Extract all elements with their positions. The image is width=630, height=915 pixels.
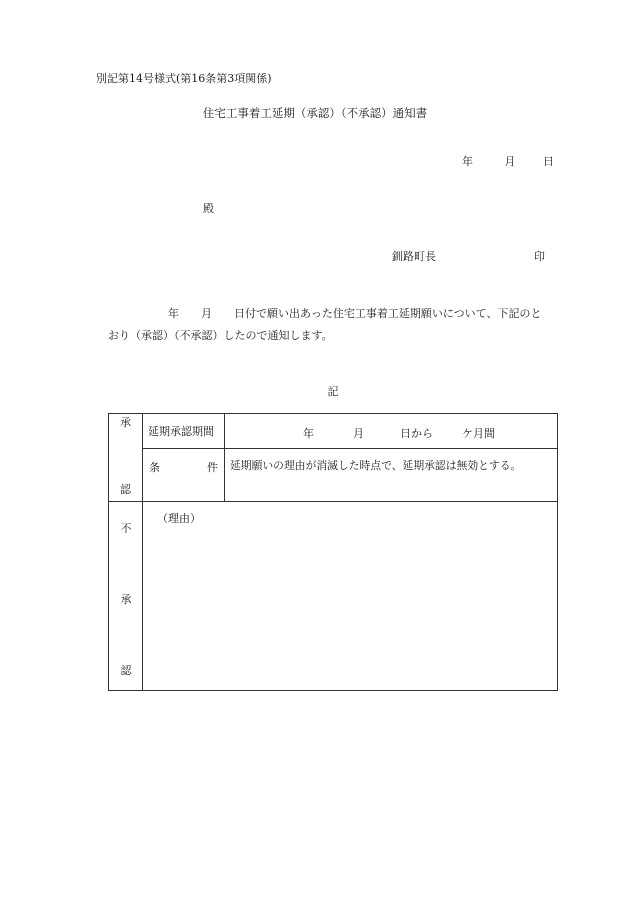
addressee-suffix: 殿 bbox=[203, 202, 214, 215]
reject-char-1: 不 bbox=[120, 521, 132, 535]
form-number-label: 別記第14号様式(第16条第3項関係) bbox=[96, 72, 272, 85]
period-months: ケ月間 bbox=[462, 427, 495, 440]
period-value bbox=[225, 414, 558, 449]
condition-label bbox=[143, 449, 225, 502]
reject-side bbox=[109, 501, 143, 690]
reject-char-3: 認 bbox=[120, 663, 132, 677]
reject-char-2: 承 bbox=[120, 592, 132, 606]
issuer-block bbox=[392, 248, 545, 264]
issuer-name: 釧路町長 bbox=[392, 250, 436, 263]
body-line-2: おり（承認）（不承認）したので通知します。 bbox=[108, 329, 333, 342]
approve-side-bottom: 認 bbox=[109, 449, 143, 502]
seal-mark: 印 bbox=[534, 250, 545, 263]
date-day: 日 bbox=[543, 155, 554, 168]
body-paragraph bbox=[108, 303, 541, 347]
period-label: 延期承認期間 bbox=[143, 414, 225, 449]
approve-side-top: 承 bbox=[109, 414, 143, 449]
period-year: 年 bbox=[303, 427, 314, 440]
condition-char-1: 条 bbox=[149, 461, 160, 474]
body-line-1: 年 月 日付で願い出あった住宅工事着工延期願いについて、下記のと bbox=[168, 307, 542, 320]
notice-table bbox=[108, 413, 558, 691]
reason-label: （理由） bbox=[157, 511, 201, 525]
period-from: 日から bbox=[400, 427, 433, 440]
date-year: 年 bbox=[462, 155, 473, 168]
condition-char-2: 件 bbox=[207, 461, 218, 474]
period-month: 月 bbox=[353, 427, 364, 440]
date-line bbox=[462, 153, 554, 169]
document-title: 住宅工事着工延期（承認）（不承認）通知書 bbox=[202, 106, 428, 120]
ki-heading: 記 bbox=[327, 385, 339, 398]
condition-text: 延期願いの理由が消滅した時点で、延期承認は無効とする。 bbox=[225, 449, 558, 502]
reason-cell bbox=[143, 501, 558, 690]
date-month: 月 bbox=[504, 155, 516, 168]
